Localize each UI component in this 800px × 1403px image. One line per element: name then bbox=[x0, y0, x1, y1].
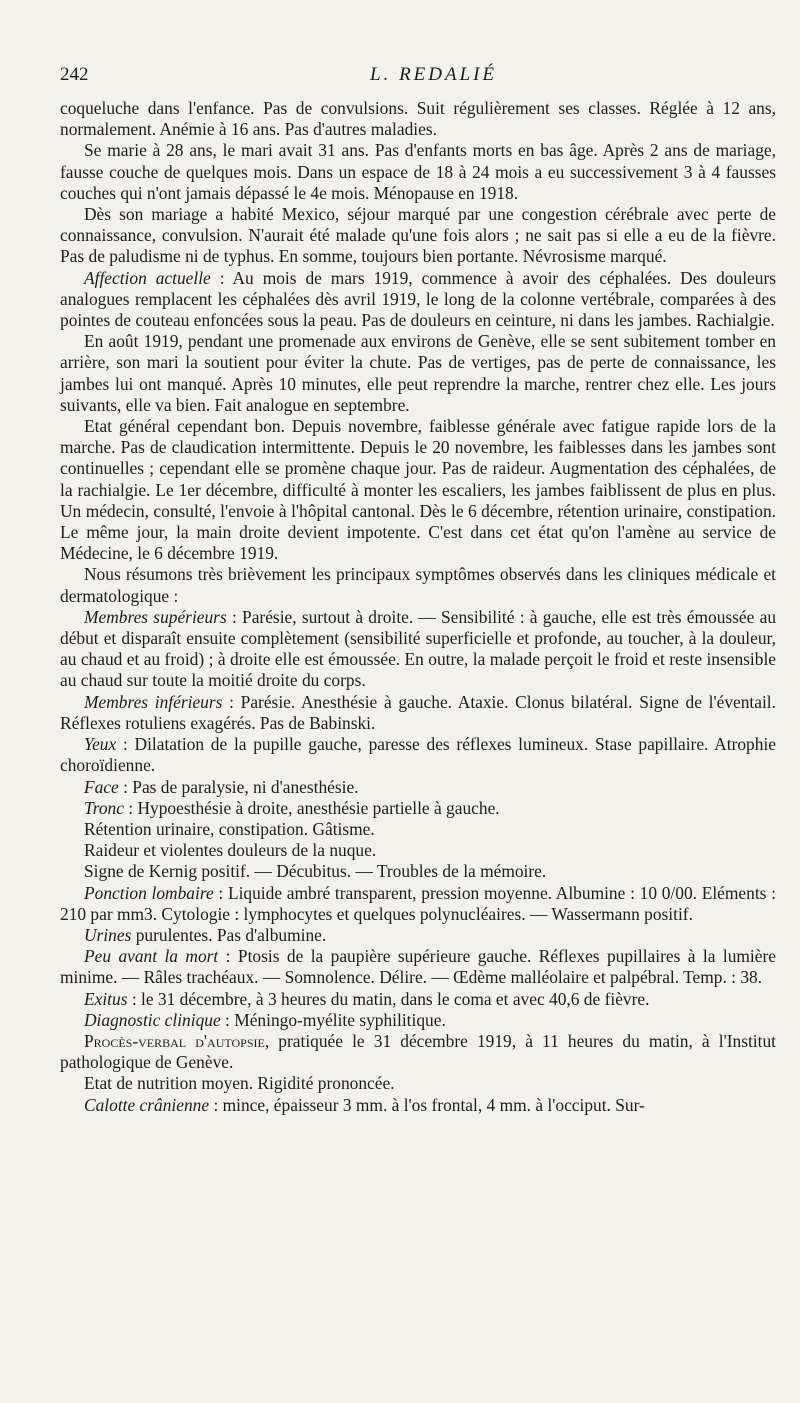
paragraph-text: Raideur et violentes douleurs de la nuque. bbox=[84, 840, 377, 861]
paragraph-text: coqueluche dans l'enfance. Pas de convulsions. Suit régulièrement ses classes. Réglée à 12 ans, normalement. Anémie à 16 ans. Pas d'autres maladies. bbox=[60, 98, 776, 140]
paragraph-text: purulentes. Pas d'albumine. bbox=[131, 924, 327, 945]
paragraph-lead: Affection actuelle bbox=[84, 267, 211, 288]
paragraph-text: Nous résumons très brièvement les principaux symptômes observés dans les cliniques médicale et dermatologique : bbox=[60, 564, 776, 606]
paragraph-lead: Peu avant la mort bbox=[84, 946, 219, 967]
body-text bbox=[60, 98, 776, 1116]
paragraph-text: En août 1919, pendant une promenade aux environs de Genève, elle se sent subitement tomber en arrière, son mari la soutient pour éviter la chute. Pas de vertiges, pas de perte de connaissance, les jambes lui ont manqué. Après 10 minutes, elle peut reprendre la marche, rentrer chez elle. Les jours suivants, elle va bien. Fait analogue en septembre. bbox=[60, 331, 776, 415]
paragraph-text: Etat de nutrition moyen. Rigidité prononcée. bbox=[84, 1073, 395, 1094]
paragraph bbox=[60, 1095, 776, 1116]
paragraph-text: : mince, épaisseur 3 mm. à l'os frontal, 4 mm. à l'occiput. Sur- bbox=[209, 1094, 645, 1115]
paragraph bbox=[60, 692, 776, 734]
running-title: L. REDALIÉ bbox=[370, 64, 498, 85]
paragraph-text: , pratiquée le 31 décembre 1919, à 11 heures du matin, à l'Institut pathologique de Genève. bbox=[60, 1030, 776, 1073]
paragraph-lead: Calotte crânienne bbox=[84, 1094, 210, 1115]
paragraph bbox=[60, 798, 776, 819]
paragraph-lead: Exitus bbox=[84, 988, 128, 1009]
paragraph bbox=[60, 840, 776, 861]
paragraph bbox=[60, 819, 776, 840]
paragraph-lead: Diagnostic clinique bbox=[84, 1009, 221, 1030]
paragraph bbox=[60, 734, 776, 776]
paragraph-text: : Hypoesthésie à droite, anesthésie partielle à gauche. bbox=[123, 797, 500, 818]
paragraph bbox=[60, 883, 776, 925]
paragraph-lead: Membres inférieurs bbox=[84, 691, 223, 712]
paragraph-lead: Membres supérieurs bbox=[84, 606, 227, 627]
paragraph bbox=[60, 1010, 776, 1031]
paragraph bbox=[60, 925, 776, 946]
paragraph-text: Dès son mariage a habité Mexico, séjour marqué par une congestion cérébrale avec perte de connaissance, convulsion. N'aurait été malade qu'une fois alors ; ne sait pas si elle a eu de la fièvre. Pas de paludisme ni de typhus. En somme, toujours bien portante. Névrosisme marqué. bbox=[60, 204, 776, 267]
paragraph-text: Se marie à 28 ans, le mari avait 31 ans. Pas d'enfants morts en bas âge. Après 2 ans de mariage, fausse couche de quelques mois. Dans un espace de 18 à 24 mois a eu successivement 3 à 4 fausses couches qui n'ont jamais dépassé le 4e mois. Ménopause en 1918. bbox=[60, 140, 776, 203]
paragraph bbox=[60, 989, 776, 1010]
paragraph-lead: Urines bbox=[84, 924, 132, 945]
paragraph-lead: Ponction lombaire bbox=[84, 882, 214, 903]
paragraph-text: Etat général cependant bon. Depuis novembre, faiblesse générale avec fatigue rapide lors de la marche. Pas de claudication intermittente. Depuis le 20 novembre, les faiblesses dans les jambes sont continuelles ; cependant elle se promène chaque jour. Pas de raideur. Augmentation des céphalées, de la rachialgie. Le 1er décembre, difficulté à monter les escaliers, les jambes faiblissent de plus en plus. Un médecin, consulté, l'envoie à l'hôpital cantonal. Dès le 6 décembre, rétention urinaire, constipation. Le même jour, la main droite devient impotente. C'est dans cet état qu'on l'amène au service de Médecine, le 6 décembre 1919. bbox=[60, 416, 776, 564]
paragraph-lead: Face bbox=[84, 776, 119, 797]
paragraph bbox=[60, 331, 776, 416]
paragraph bbox=[60, 777, 776, 798]
paragraph bbox=[60, 1031, 776, 1073]
page-header bbox=[60, 62, 776, 98]
paragraph-text: : Parésie. Anesthésie à gauche. Ataxie. Clonus bilatéral. Signe de l'éventail. Réflexes rotuliens exagérés. Pas de Babinski. bbox=[60, 691, 776, 733]
paragraph-lead: Procès-verbal d'autopsie bbox=[84, 1030, 265, 1051]
paragraph-text: : Au mois de mars 1919, commence à avoir des céphalées. Des douleurs analogues remplacent les céphalées dès avril 1919, le long de la colonne vertébrale, comparées à des pointes de couteau enfoncées sous la peau. Pas de douleurs en ceinture, ni dans les jambes. Rachialgie. bbox=[60, 267, 777, 331]
paragraph bbox=[60, 204, 776, 268]
paragraph bbox=[60, 416, 776, 564]
paragraph bbox=[60, 268, 776, 332]
paragraph-text: : Dilatation de la pupille gauche, paresse des réflexes lumineux. Stase papillaire. Atrophie choroïdienne. bbox=[60, 734, 776, 776]
paragraph-text: : Parésie, surtout à droite. — Sensibilité : à gauche, elle est très émoussée au début et disparaît ensuite complètement (sensibilité superficielle et profonde, au toucher, à la douleur, au chaud et au froid) ; à droite elle est émoussée. En outre, la malade perçoit le froid et reste insensible au chaud sur toute la moitié droite du corps. bbox=[60, 606, 777, 691]
paragraph bbox=[60, 946, 776, 988]
paragraph bbox=[60, 98, 776, 140]
paragraph-text: : Pas de paralysie, ni d'anesthésie. bbox=[118, 776, 359, 797]
page-number: 242 bbox=[60, 64, 89, 85]
paragraph-text: : Méningo-myélite syphilitique. bbox=[220, 1009, 446, 1030]
paragraph-text: Rétention urinaire, constipation. Gâtisme. bbox=[84, 818, 375, 839]
paragraph bbox=[60, 607, 776, 692]
paragraph bbox=[60, 1073, 776, 1094]
paragraph-text: : le 31 décembre, à 3 heures du matin, dans le coma et avec 40,6 de fièvre. bbox=[127, 988, 650, 1009]
paragraph-text: : Liquide ambré transparent, pression moyenne. Albumine : 10 0/00. Eléments : 210 par mm3. Cytologie : lymphocytes et quelques polynucléaires. — Wassermann positif. bbox=[60, 882, 776, 924]
paragraph-text: Signe de Kernig positif. — Décubitus. — Troubles de la mémoire. bbox=[84, 861, 547, 882]
paragraph bbox=[60, 861, 776, 882]
paragraph-lead: Tronc bbox=[84, 797, 124, 818]
paragraph bbox=[60, 140, 776, 204]
paragraph bbox=[60, 564, 776, 606]
paragraph-lead: Yeux bbox=[84, 734, 117, 755]
paragraph-text: : Ptosis de la paupière supérieure gauche. Réflexes pupillaires à la lumière minime. — Râles trachéaux. — Somnolence. Délire. — Œdème malléolaire et palpébral. Temp. : 38. bbox=[60, 946, 776, 988]
